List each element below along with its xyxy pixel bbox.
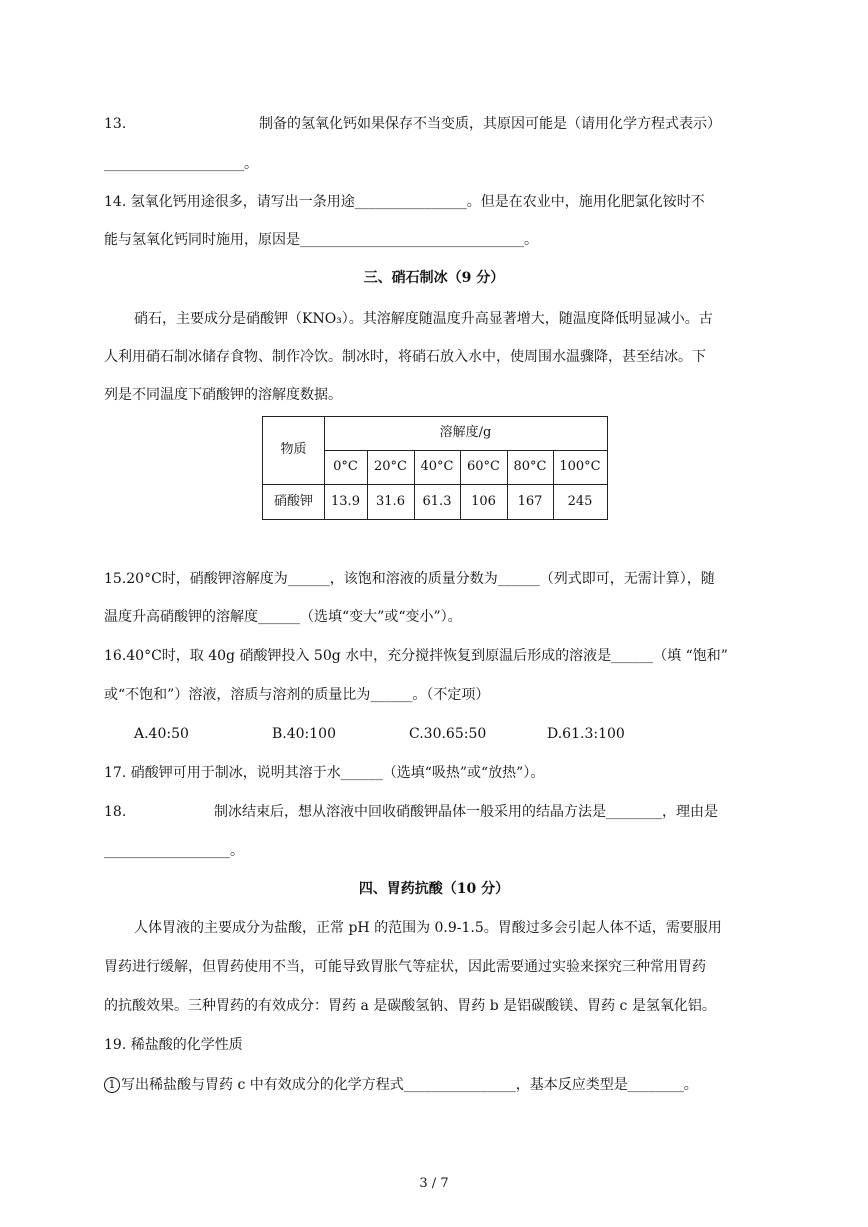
q13-text: 制备的氢氧化钙如果保存不当变质，其原因可能是（请用化学方程式表示） [259,116,721,132]
q19-title: 19. 稀盐酸的化学性质 [104,1037,243,1053]
table-cell: 31.6 [376,494,405,509]
table-cell: 245 [567,494,593,509]
section-3-para-line-2: 人利用硝石制冰储存食物、制作冷饮。制冰时，将硝石放入水中，使周围水温骤降，甚至结冰。下 [104,349,706,365]
section-4-para-line-2: 胃药进行缓解，但胃药使用不当，可能导致胃胀气等症状，因此需要通过实验来探究三种常用胃药 [104,959,706,975]
section-4-para-line-3: 的抗酸效果。三种胃药的有效成分：胃药 a 是碳酸氢钠、胃药 b 是铝碳酸镁、胃药 c 是氢氧化铝。 [104,998,716,1014]
table-cell: 61.3 [422,494,452,509]
q16-option-b: B.40:100 [272,726,336,742]
section-4-title: 四、胃药抗酸（10 分） [358,881,510,897]
table-row-header: 物质 [280,442,307,457]
section-3-para-line-3: 列是不同温度下硝酸钾的溶解度数据。 [104,387,342,403]
table-col-header: 0°C [333,459,358,474]
page-number: 3 / 7 [419,1176,449,1191]
section-3-para-line-1: 硝石，主要成分是硝酸钾（KNO₃）。其溶解度随温度升高显著增大，随温度降低明显减小。古 [134,311,713,327]
solubility-table [262,416,608,520]
q17-line-1: 17. 硝酸钾可用于制冰，说明其溶于水______（选填“吸热”或“放热”）。 [104,765,545,781]
q19-sub-1-text: 写出稀盐酸与胃药 c 中有效成分的化学方程式________________，基本反应类型是________。 [121,1077,698,1093]
table-col-header: 40°C [420,459,454,474]
table-cell: 106 [471,494,496,509]
q16-line-1: 16.40°C时，取 40g 硝酸钾投入 50g 水中，充分搅拌恢复到原温后形成的溶液是______（填 “饱和” [104,648,728,664]
section-4-para-line-1: 人体胃液的主要成分为盐酸，正常 pH 的范围为 0.9-1.5。胃酸过多会引起人体不适，需要服用 [134,920,722,936]
q15-line-1: 15.20°C时，硝酸钾溶解度为______，该饱和溶液的质量分数为______（列式即可，无需计算），随 [104,571,715,587]
q16-line-2: 或“不饱和”）溶液，溶质与溶剂的质量比为______。（不定项） [104,687,490,703]
q13-number: 13. [104,116,127,132]
table-col-header: 100°C [559,459,601,474]
table-cell: 13.9 [331,494,360,509]
q18-number: 18. [104,804,127,820]
q14-line-1: 14. 氢氧化钙用途很多，请写出一条用途________________。但是在农业中，施用化肥氯化铵时不 [104,194,705,210]
q14-line-2: 能与氢氧化钙同时施用，原因是________________________________。 [104,232,538,248]
table-col-header: 20°C [374,459,407,474]
circled-number-icon: 1 [104,1077,120,1093]
q18-text: 制冰结束后，想从溶液中回收硝酸钾晶体一般采用的结晶方法是________，理由是 [214,804,718,820]
table-group-header: 溶解度/g [439,425,492,440]
q16-option-c: C.30.65:50 [409,726,487,742]
section-3-title: 三、硝石制冰（9 分） [363,270,505,286]
q13-answer-blank: ____________________。 [104,156,258,172]
table-col-header: 60°C [467,459,500,474]
table-col-header: 80°C [513,459,547,474]
q18-answer-blank: __________________。 [104,843,244,859]
table-substance: 硝酸钾 [273,494,313,509]
q15-line-2: 温度升高硝酸钾的溶解度______（选填“变大”或“变小”）。 [104,609,462,625]
q16-option-d: D.61.3:100 [547,726,625,742]
q19-sub-1 [104,1075,698,1095]
table-cell: 167 [517,494,543,509]
q16-option-a: A.40:50 [134,726,189,742]
